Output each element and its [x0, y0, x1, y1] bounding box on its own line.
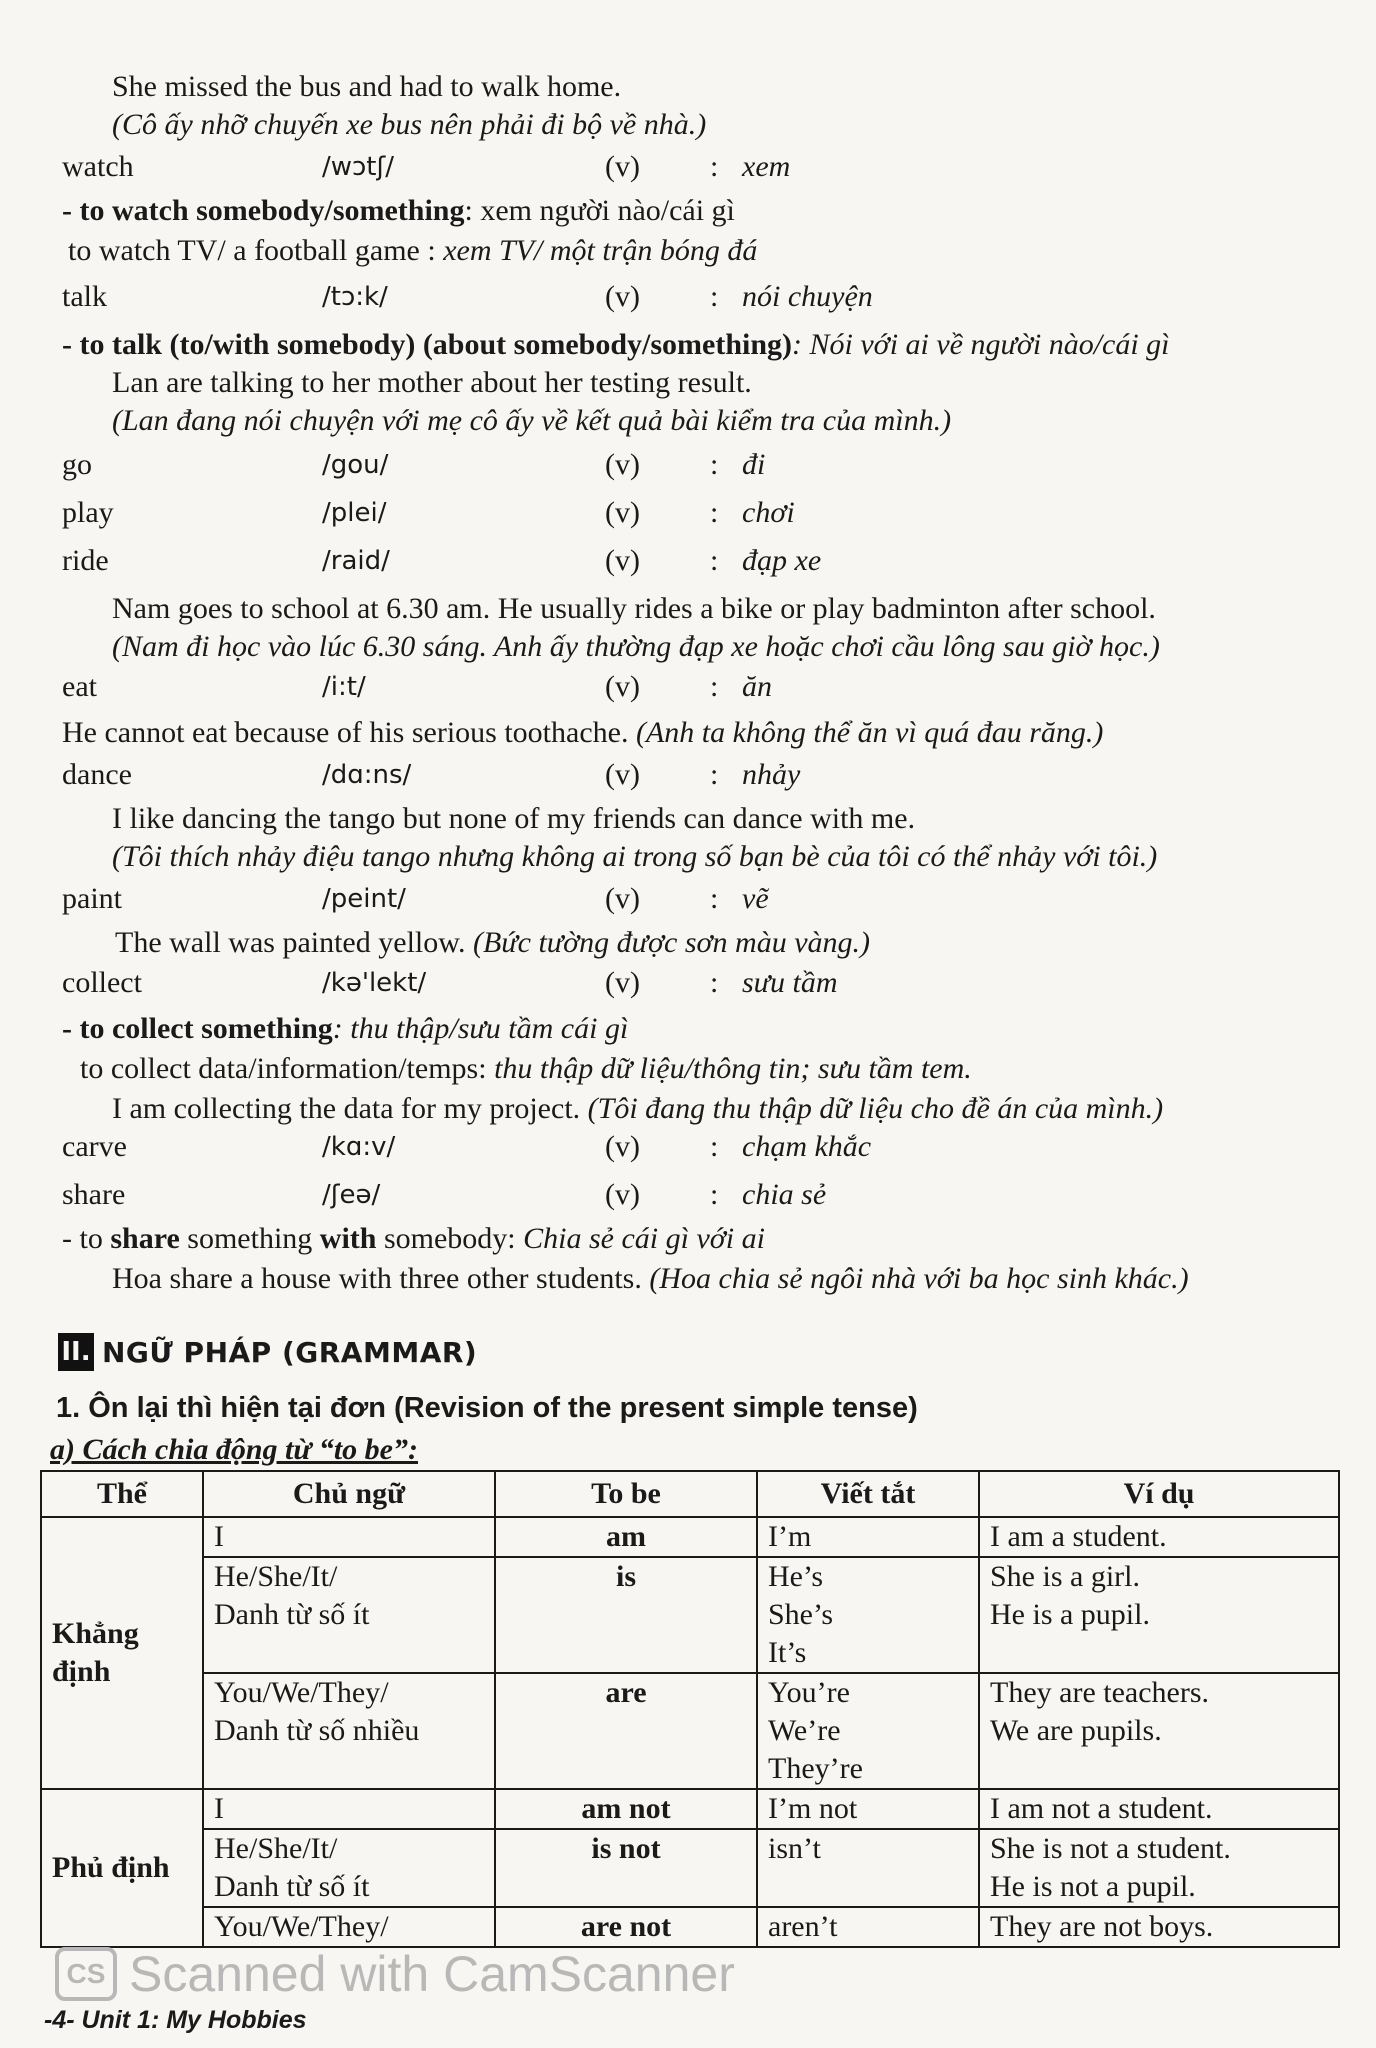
vocab-colon: : — [710, 670, 719, 703]
page-footer: -4- Unit 1: My Hobbies — [44, 2006, 307, 2034]
vocab-colon: : — [710, 150, 719, 183]
column-header: To be — [495, 1471, 757, 1517]
usage-keyword: with — [319, 1222, 377, 1255]
usage-phrase: - to collect something — [62, 1012, 333, 1045]
vocab-word: collect — [62, 966, 142, 999]
example-translation: (Nam đi học vào lúc 6.30 sáng. Anh ấy thường đạp xe hoặc chơi cầu lông sau giờ học.) — [112, 630, 1160, 663]
usage-example-en: to collect data/information/temps: — [80, 1052, 487, 1085]
table-header-row — [41, 1471, 1339, 1517]
tobe-cell: are — [495, 1673, 757, 1789]
usage-phrase: - to watch somebody/something — [62, 194, 465, 227]
short-line: She’s — [768, 1598, 834, 1631]
usage-line — [62, 1010, 628, 1048]
vocab-pos: (v) — [605, 882, 640, 915]
watermark-text: Scanned with CamScanner — [129, 1946, 735, 2002]
vocab-pos: (v) — [605, 758, 640, 791]
usage-example-en: to watch TV/ a football game : — [68, 234, 436, 267]
usage-part: somebody: — [376, 1222, 516, 1255]
short-line: It’s — [768, 1636, 807, 1669]
usage-part: - to — [62, 1222, 111, 1255]
vocab-meaning: nói chuyện — [742, 280, 873, 313]
usage-line — [62, 192, 735, 230]
example-sentence: She missed the bus and had to walk home. — [112, 70, 622, 103]
section-number: II. — [58, 1333, 94, 1371]
form-cell-negative: Phủ định — [41, 1789, 203, 1947]
tobe-cell: is — [495, 1557, 757, 1673]
vocab-ipa: /kɑ:v/ — [322, 1132, 396, 1162]
usage-example-vi: thu thập dữ liệu/thông tin; sưu tầm tem. — [494, 1052, 972, 1085]
short-cell: I’m — [757, 1517, 979, 1557]
subject-cell — [203, 1829, 495, 1907]
usage-keyword: share — [110, 1222, 180, 1255]
example-sentence — [62, 714, 1103, 752]
subject-line: Danh từ số ít — [214, 1598, 370, 1631]
subject-cell — [203, 1673, 495, 1789]
vocab-row-carve — [62, 1128, 1302, 1168]
vocab-colon: : — [710, 758, 719, 791]
example-cell — [979, 1673, 1339, 1789]
tobe-cell: are not — [495, 1907, 757, 1947]
tobe-cell: is not — [495, 1829, 757, 1907]
vocab-meaning: sưu tầm — [742, 966, 838, 999]
form-cell-affirmative: Khẳng định — [41, 1517, 203, 1789]
vocab-row-watch — [62, 148, 1302, 188]
usage-example — [80, 1050, 972, 1088]
example-translation: (Tôi thích nhảy điệu tango nhưng không ai trong số bạn bè của tôi có thể nhảy với tôi.) — [112, 840, 1158, 873]
example-translation: (Lan đang nói chuyện với mẹ cô ấy về kết quả bài kiểm tra của mình.) — [112, 404, 952, 437]
vocab-colon: : — [710, 280, 719, 313]
vocab-colon: : — [710, 882, 719, 915]
vocab-row-talk — [62, 278, 1302, 318]
vocab-pos: (v) — [605, 544, 640, 577]
vocab-meaning: xem — [742, 150, 791, 183]
vocab-word: talk — [62, 280, 107, 313]
example-en: I am collecting the data for my project. — [112, 1092, 581, 1125]
tobe-cell: am — [495, 1517, 757, 1557]
table-row — [41, 1789, 1339, 1829]
example-en: The wall was painted yellow. — [115, 926, 466, 959]
table-row — [41, 1673, 1339, 1789]
vocab-ipa: /dɑ:ns/ — [322, 760, 412, 790]
vocab-colon: : — [710, 496, 719, 529]
usage-phrase: - to talk (to/with somebody) (about somebody/something) — [62, 328, 793, 361]
vocab-meaning: nhảy — [742, 758, 801, 791]
table-row — [41, 1517, 1339, 1557]
short-line: We’re — [768, 1714, 841, 1747]
vocab-meaning: ăn — [742, 670, 772, 703]
vocab-pos: (v) — [605, 670, 640, 703]
column-header: Thể — [41, 1471, 203, 1517]
vocab-pos: (v) — [605, 1130, 640, 1163]
vocab-word: go — [62, 448, 92, 481]
vocab-ipa: /raid/ — [322, 546, 390, 576]
camscanner-logo-icon: CS — [55, 1947, 117, 2001]
vocab-row-play — [62, 494, 1302, 534]
tobe-cell: am not — [495, 1789, 757, 1829]
subject-line: Danh từ số nhiều — [214, 1714, 420, 1747]
example-vi: (Tôi đang thu thập dữ liệu cho đề án của mình.) — [587, 1092, 1164, 1125]
vocab-colon: : — [710, 448, 719, 481]
vocab-ipa: /peint/ — [322, 884, 406, 914]
vocab-word: play — [62, 496, 114, 529]
short-cell: aren’t — [757, 1907, 979, 1947]
vocab-meaning: đi — [742, 448, 766, 481]
vocab-ipa: /plei/ — [322, 498, 387, 528]
vocab-pos: (v) — [605, 496, 640, 529]
section-title: NGỮ PHÁP (GRAMMAR) — [102, 1335, 478, 1369]
vocab-word: ride — [62, 544, 109, 577]
vocab-row-go — [62, 446, 1302, 486]
subject-line: Danh từ số ít — [214, 1870, 370, 1903]
vocab-ipa: /wɔtʃ/ — [322, 152, 394, 182]
example-line: They are teachers. — [990, 1676, 1210, 1709]
example-cell — [979, 1557, 1339, 1673]
vocab-pos: (v) — [605, 280, 640, 313]
example-line: She is not a student. — [990, 1832, 1231, 1865]
usage-line — [62, 1220, 765, 1258]
example-cell: I am a student. — [979, 1517, 1339, 1557]
short-cell — [757, 1557, 979, 1673]
vocab-colon: : — [710, 1178, 719, 1211]
subsection-a-title: a) Cách chia động từ “to be”: — [50, 1433, 418, 1466]
example-sentence: I like dancing the tango but none of my friends can dance with me. — [112, 802, 916, 835]
example-sentence — [112, 1260, 1189, 1298]
vocab-pos: (v) — [605, 1178, 640, 1211]
vocab-row-dance — [62, 756, 1302, 796]
vocab-word: share — [62, 1178, 126, 1211]
vocab-pos: (v) — [605, 966, 640, 999]
vocab-meaning: vẽ — [742, 882, 769, 915]
example-sentence — [112, 1090, 1163, 1128]
example-sentence: Lan are talking to her mother about her testing result. — [112, 366, 752, 399]
subject-line: You/We/They/ — [214, 1676, 389, 1709]
vocab-meaning: chạm khắc — [742, 1130, 872, 1163]
vocab-row-ride — [62, 542, 1302, 582]
vocab-colon: : — [710, 966, 719, 999]
subject-cell — [203, 1557, 495, 1673]
vocab-row-paint — [62, 880, 1302, 920]
example-sentence: Nam goes to school at 6.30 am. He usually rides a bike or play badminton after school. — [112, 592, 1156, 625]
subject-cell: You/We/They/ — [203, 1907, 495, 1947]
to-be-table — [40, 1470, 1340, 1948]
vocab-ipa: /tɔ:k/ — [322, 282, 388, 312]
vocab-colon: : — [710, 544, 719, 577]
vocab-word: watch — [62, 150, 134, 183]
short-cell — [757, 1673, 979, 1789]
subject-cell: I — [203, 1517, 495, 1557]
subject-line: He/She/It/ — [214, 1560, 338, 1593]
vocab-meaning: chia sẻ — [742, 1178, 827, 1211]
short-line: They’re — [768, 1752, 863, 1785]
usage-meaning: : xem người nào/cái gì — [464, 194, 735, 227]
example-vi: (Hoa chia sẻ ngôi nhà với ba học sinh khác.) — [649, 1262, 1189, 1295]
vocab-meaning: đạp xe — [742, 544, 822, 577]
vocab-colon: : — [710, 1130, 719, 1163]
vocab-row-collect — [62, 964, 1302, 1004]
vocab-word: dance — [62, 758, 132, 791]
example-cell — [979, 1829, 1339, 1907]
short-line: He’s — [768, 1560, 823, 1593]
example-line: We are pupils. — [990, 1714, 1162, 1747]
table-row — [41, 1829, 1339, 1907]
example-line: He is not a pupil. — [990, 1870, 1196, 1903]
usage-meaning: : thu thập/sưu tầm cái gì — [332, 1012, 629, 1045]
example-line: He is a pupil. — [990, 1598, 1150, 1631]
vocab-ipa: /kə'lekt/ — [322, 968, 427, 998]
section-heading — [58, 1333, 477, 1371]
usage-meaning: : Nói với ai về người nào/cái gì — [792, 328, 1170, 361]
column-header: Ví dụ — [979, 1471, 1339, 1517]
usage-example — [68, 232, 757, 270]
vocab-word: carve — [62, 1130, 127, 1163]
short-cell: isn’t — [757, 1829, 979, 1907]
vocab-pos: (v) — [605, 150, 640, 183]
table-row — [41, 1907, 1339, 1947]
example-sentence — [115, 924, 870, 962]
example-en: Hoa share a house with three other students. — [112, 1262, 642, 1295]
vocab-word: paint — [62, 882, 122, 915]
vocab-ipa: /gou/ — [322, 450, 389, 480]
vocab-word: eat — [62, 670, 97, 703]
subject-cell: I — [203, 1789, 495, 1829]
short-cell: I’m not — [757, 1789, 979, 1829]
usage-part: something — [179, 1222, 320, 1255]
vocab-meaning: chơi — [742, 496, 795, 529]
short-line: You’re — [768, 1676, 850, 1709]
example-translation: (Cô ấy nhỡ chuyến xe bus nên phải đi bộ về nhà.) — [112, 108, 707, 141]
example-cell: They are not boys. — [979, 1907, 1339, 1947]
usage-meaning: Chia sẻ cái gì với ai — [523, 1222, 765, 1255]
usage-example-vi: xem TV/ một trận bóng đá — [443, 234, 758, 267]
example-vi: (Anh ta không thể ăn vì quá đau răng.) — [635, 716, 1104, 749]
subsection-title: 1. Ôn lại thì hiện tại đơn (Revision of the present simple tense) — [56, 1392, 918, 1424]
subject-line: He/She/It/ — [214, 1832, 338, 1865]
table-row — [41, 1557, 1339, 1673]
vocab-ipa: /i:t/ — [322, 672, 366, 702]
column-header: Viết tắt — [757, 1471, 979, 1517]
vocab-row-eat — [62, 668, 1302, 708]
vocab-row-share — [62, 1176, 1302, 1216]
camscanner-watermark — [55, 1945, 735, 2003]
example-cell: I am not a student. — [979, 1789, 1339, 1829]
vocab-ipa: /ʃeə/ — [322, 1180, 381, 1210]
usage-line — [62, 326, 1170, 364]
column-header: Chủ ngữ — [203, 1471, 495, 1517]
example-line: She is a girl. — [990, 1560, 1140, 1593]
vocab-pos: (v) — [605, 448, 640, 481]
example-en: He cannot eat because of his serious toothache. — [62, 716, 629, 749]
example-vi: (Bức tường được sơn màu vàng.) — [472, 926, 870, 959]
